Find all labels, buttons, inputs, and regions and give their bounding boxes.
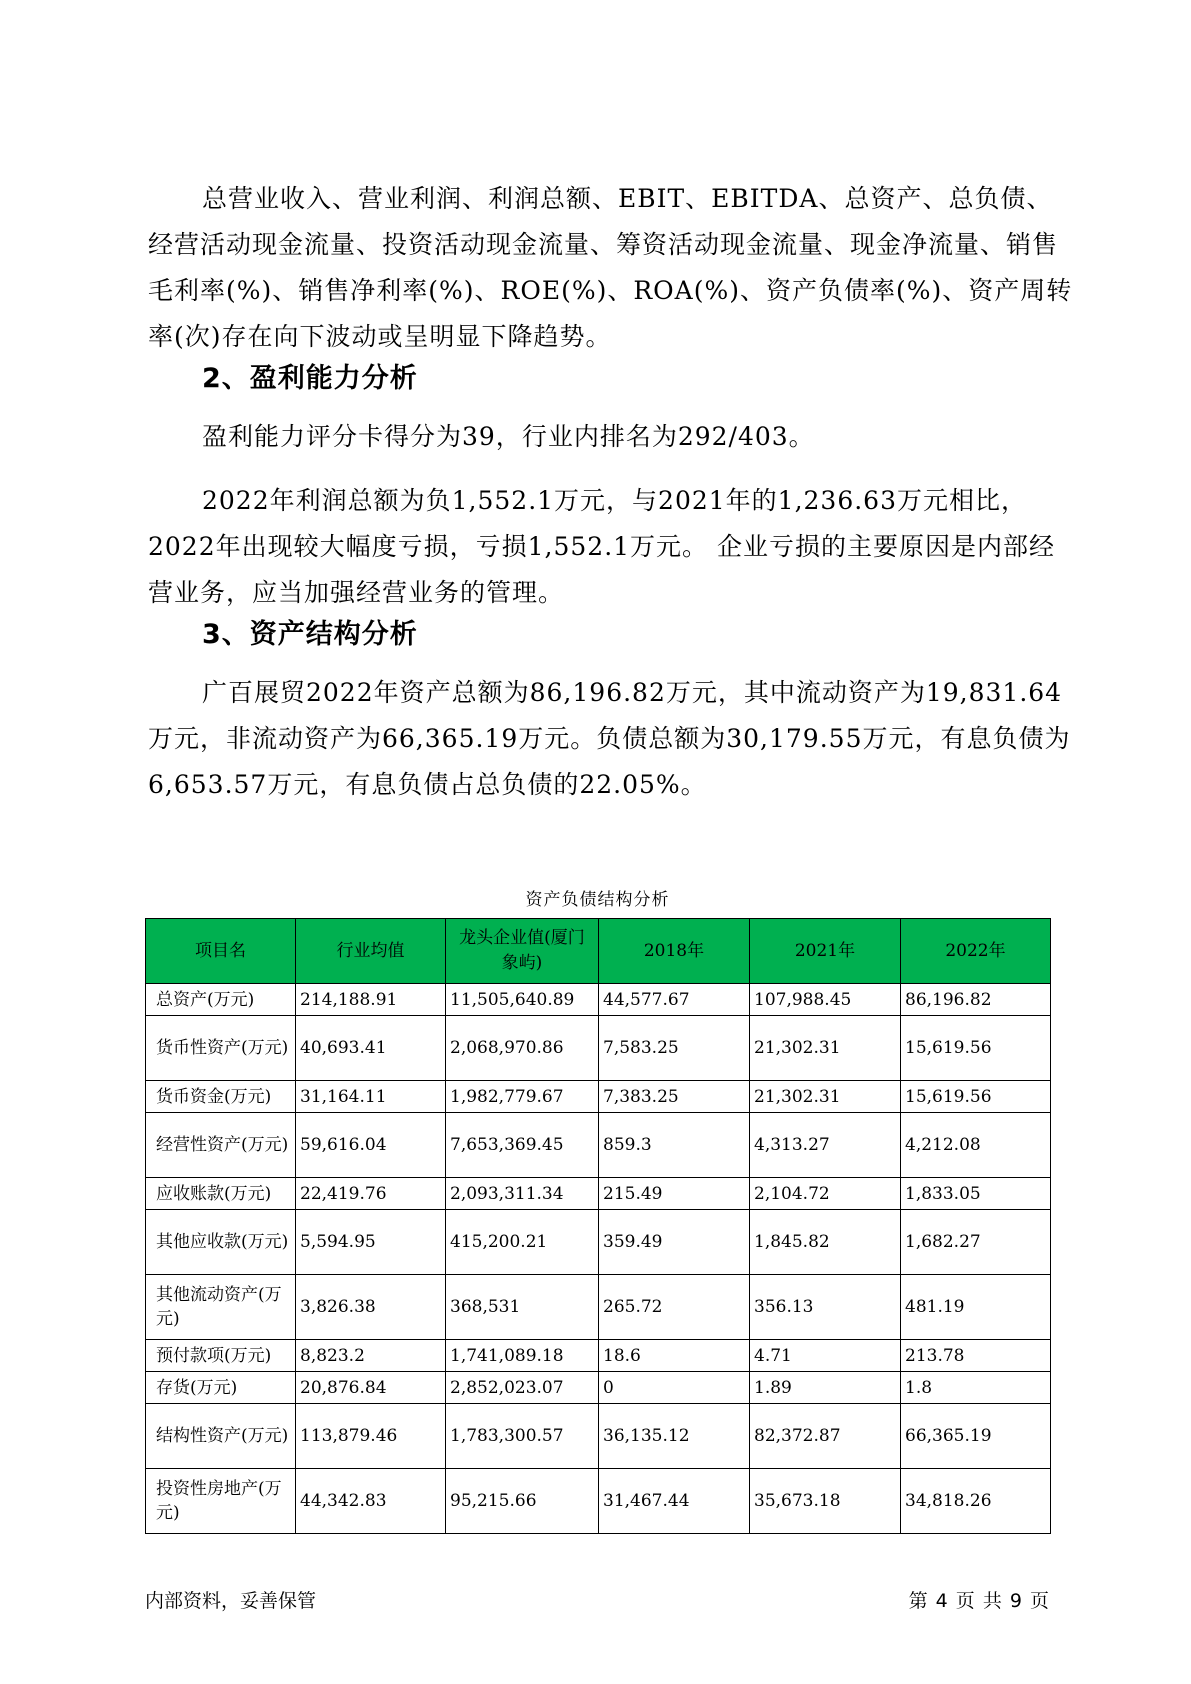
table-cell: 31,467.44 (599, 1469, 750, 1534)
table-cell: 2,068,970.86 (446, 1016, 599, 1081)
table-cell: 31,164.11 (296, 1081, 446, 1113)
table-cell: 7,653,369.45 (446, 1113, 599, 1178)
table-cell: 35,673.18 (750, 1469, 901, 1534)
row-label: 应收账款(万元) (146, 1178, 296, 1210)
table-cell: 1,783,300.57 (446, 1404, 599, 1469)
table-cell: 5,594.95 (296, 1210, 446, 1275)
intro-paragraph: 总营业收入、营业利润、利润总额、EBIT、EBITDA、总资产、总负债、经营活动现金流量、投资活动现金流量、筹资活动现金流量、现金净流量、销售毛利率(%)、销售净利率(%)、ROE(%)、ROA(%)、资产负债率(%)、资产周转率(次)存在向下波动或呈明显下降趋势。 (148, 184, 1073, 351)
row-label: 其他应收款(万元) (146, 1210, 296, 1275)
table-cell: 1,833.05 (901, 1178, 1051, 1210)
table-cell: 18.6 (599, 1340, 750, 1372)
table-cell: 8,823.2 (296, 1340, 446, 1372)
table-cell: 21,302.31 (750, 1081, 901, 1113)
table-cell: 4,313.27 (750, 1113, 901, 1178)
column-header: 2021年 (750, 919, 901, 984)
profit-loss-paragraph: 2022年利润总额为负1,552.1万元，与2021年的1,236.63万元相比，2022年出现较大幅度亏损，亏损1,552.1万元。 企业亏损的主要原因是内部经营业务，应当加强经营业务的管理。 (148, 486, 1055, 607)
table-cell: 0 (599, 1372, 750, 1404)
column-header: 2018年 (599, 919, 750, 984)
row-label: 存货(万元) (146, 1372, 296, 1404)
table-cell: 1,741,089.18 (446, 1340, 599, 1372)
table-cell: 4,212.08 (901, 1113, 1051, 1178)
table-cell: 415,200.21 (446, 1210, 599, 1275)
table-cell: 82,372.87 (750, 1404, 901, 1469)
row-label: 投资性房地产(万元) (146, 1469, 296, 1534)
row-label: 结构性资产(万元) (146, 1404, 296, 1469)
table-cell: 368,531 (446, 1275, 599, 1340)
table-row (146, 1178, 1051, 1210)
row-label: 预付款项(万元) (146, 1340, 296, 1372)
table-cell: 481.19 (901, 1275, 1051, 1340)
table-cell: 107,988.45 (750, 984, 901, 1016)
table-cell: 1,845.82 (750, 1210, 901, 1275)
table-row (146, 1016, 1051, 1081)
table-cell: 15,619.56 (901, 1081, 1051, 1113)
table-header-row (146, 919, 1051, 984)
table-cell: 34,818.26 (901, 1469, 1051, 1534)
asset-liability-table (145, 918, 1051, 1534)
table-cell: 1.8 (901, 1372, 1051, 1404)
table-cell: 86,196.82 (901, 984, 1051, 1016)
column-header: 行业均值 (296, 919, 446, 984)
table-row (146, 1081, 1051, 1113)
table-cell: 21,302.31 (750, 1016, 901, 1081)
column-header: 龙头企业值(厦门象屿) (446, 919, 599, 984)
table-cell: 859.3 (599, 1113, 750, 1178)
table-cell: 2,104.72 (750, 1178, 901, 1210)
profitability-score-paragraph: 盈利能力评分卡得分为39，行业内排名为292/403。 (202, 422, 815, 451)
table-cell: 59,616.04 (296, 1113, 446, 1178)
row-label: 货币性资产(万元) (146, 1016, 296, 1081)
table-cell: 15,619.56 (901, 1016, 1051, 1081)
table-cell: 7,383.25 (599, 1081, 750, 1113)
table-cell: 4.71 (750, 1340, 901, 1372)
section-heading-profitability: 2、盈利能力分析 (202, 363, 418, 394)
table-cell: 11,505,640.89 (446, 984, 599, 1016)
table-caption: 资产负债结构分析 (525, 890, 670, 910)
table-cell: 7,583.25 (599, 1016, 750, 1081)
table-row (146, 1404, 1051, 1469)
table-cell: 44,577.67 (599, 984, 750, 1016)
table-cell: 22,419.76 (296, 1178, 446, 1210)
table-cell: 2,852,023.07 (446, 1372, 599, 1404)
table-cell: 66,365.19 (901, 1404, 1051, 1469)
row-label: 其他流动资产(万元) (146, 1275, 296, 1340)
table-cell: 214,188.91 (296, 984, 446, 1016)
table-cell: 1,982,779.67 (446, 1081, 599, 1113)
table-cell: 215.49 (599, 1178, 750, 1210)
table-body (146, 984, 1051, 1534)
table-row (146, 1113, 1051, 1178)
table-cell: 1,682.27 (901, 1210, 1051, 1275)
table-row (146, 984, 1051, 1016)
table-row (146, 1469, 1051, 1534)
table-row (146, 1275, 1051, 1340)
row-label: 货币资金(万元) (146, 1081, 296, 1113)
row-label: 总资产(万元) (146, 984, 296, 1016)
asset-structure-paragraph: 广百展贸2022年资产总额为86,196.82万元，其中流动资产为19,831.64万元，非流动资产为66,365.19万元。负债总额为30,179.55万元，有息负债为6,653.57万元，有息负债占总负债的22.05%。 (148, 678, 1071, 799)
table-cell: 1.89 (750, 1372, 901, 1404)
table-cell: 36,135.12 (599, 1404, 750, 1469)
column-header: 项目名 (146, 919, 296, 984)
footer-page-number: 第 4 页 共 9 页 (908, 1590, 1050, 1612)
table-cell: 265.72 (599, 1275, 750, 1340)
table-row (146, 1372, 1051, 1404)
table-cell: 40,693.41 (296, 1016, 446, 1081)
table-cell: 2,093,311.34 (446, 1178, 599, 1210)
table-row (146, 1210, 1051, 1275)
table-cell: 359.49 (599, 1210, 750, 1275)
table-row (146, 1340, 1051, 1372)
table-cell: 95,215.66 (446, 1469, 599, 1534)
table-cell: 20,876.84 (296, 1372, 446, 1404)
row-label: 经营性资产(万元) (146, 1113, 296, 1178)
section-heading-asset-structure: 3、资产结构分析 (202, 619, 418, 650)
table-cell: 356.13 (750, 1275, 901, 1340)
footer-confidential-note: 内部资料，妥善保管 (145, 1590, 317, 1612)
table-cell: 44,342.83 (296, 1469, 446, 1534)
column-header: 2022年 (901, 919, 1051, 984)
table-cell: 3,826.38 (296, 1275, 446, 1340)
table-cell: 113,879.46 (296, 1404, 446, 1469)
table-cell: 213.78 (901, 1340, 1051, 1372)
